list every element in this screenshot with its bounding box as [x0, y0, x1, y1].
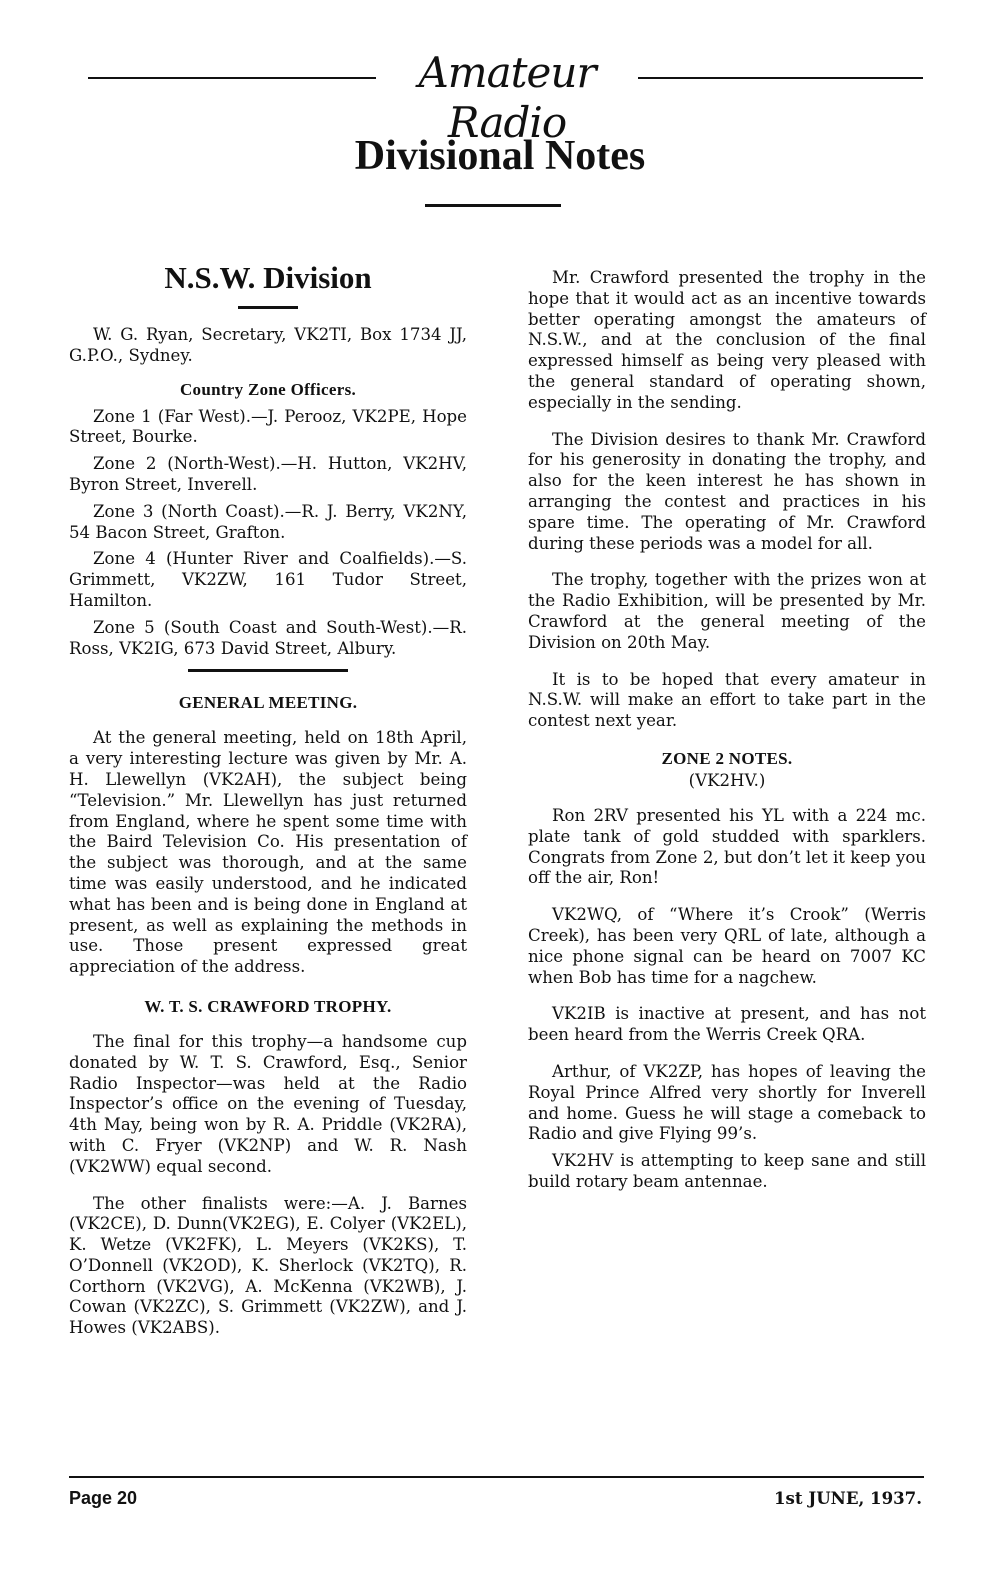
trophy-paragraph: It is to be hoped that every amateur in N.S.W. will make an effort to take part in the contest next year. — [528, 669, 926, 731]
zone2-paragraph: VK2HV is attempting to keep sane and still build rotary beam antennae. — [528, 1151, 926, 1191]
trophy-heading: W. T. S. CRAWFORD TROPHY. — [144, 996, 392, 1016]
zone2-subheading: (VK2HV.) — [688, 770, 766, 790]
zone2-paragraph: Arthur, of VK2ZP, has hopes of leaving the Royal Prince Alfred very shortly for Inverell and home. Guess he will stage a comeback to Radio and give Flying 99’s. — [528, 1061, 926, 1144]
trophy-paragraph: The other finalists were:—A. J. Barnes (VK2CE), D. Dunn(VK2EG), E. Colyer (VK2EL), K. Wetze (VK2FK), L. Meyers (VK2KS), T. O’Donnell (VK2OD), K. Sherlock (VK2TQ), R. Corthorn (VK2VG), A. McKenna (VK2WB), J. Cowan (VK2ZC), S. Grimmett (VK2ZW), and J. Howes (VK2ABS). — [69, 1193, 467, 1338]
zone-entry: Zone 5 (South Coast and South-West).—R. Ross, VK2IG, 673 David Street, Albury. — [69, 617, 467, 658]
issue-date: 1st JUNE, 1937. — [774, 1488, 922, 1508]
zone-officers-divider — [188, 669, 348, 672]
secretary-info: W. G. Ryan, Secretary, VK2TI, Box 1734 JJ, G.P.O., Sydney. — [69, 325, 467, 365]
zone2-paragraph: Ron 2RV presented his YL with a 224 mc. plate tank of gold studded with sparklers. Congrats from Zone 2, but don’t let it keep you off the air, Ron! — [528, 805, 926, 888]
footer-divider — [69, 1476, 924, 1478]
zone-entry: Zone 2 (North-West).—H. Hutton, VK2HV, Byron Street, Inverell. — [69, 454, 467, 494]
trophy-paragraph: Mr. Crawford presented the trophy in the hope that it would act as an incentive towards better operating amongst the amateurs of N.S.W., and at the conclusion of the final expressed himself as being very pleased with the general standard of operating shown, especially in the sending. — [528, 268, 926, 412]
zone-entry: Zone 1 (Far West).—J. Perooz, VK2PE, Hope Street, Bourke. — [69, 406, 467, 447]
magazine-title: Amateur Radio — [418, 48, 596, 147]
general-meeting-text: At the general meeting, held on 18th April, a very interesting lecture was given by Mr. A. H. Llewellyn (VK2AH), the subject being “Television.” Mr. Llewellyn has just returned from England, where he spent some time with the Baird Television Co. His presentation of the subject was thorough, and at the same time was easily understood, and he indicated what has been and is being done in England at present, as well as explaining the methods in use. Those present expressed great appreciation of the address. — [69, 728, 467, 977]
trophy-paragraph: The final for this trophy—a handsome cup donated by W. T. S. Crawford, Esq., Senior Radio Inspector—was held at the Radio Inspector’s office on the evening of Tuesday, 4th May, being won by R. A. Priddle (VK2RA), with C. Fryer (VK2NP) and W. R. Nash (VK2WW) equal second. — [69, 1031, 467, 1176]
masthead-rule-left — [88, 77, 376, 79]
zone-officers-heading: Country Zone Officers. — [179, 379, 357, 399]
general-meeting-heading: GENERAL MEETING. — [178, 693, 358, 713]
masthead-rule-right — [638, 77, 923, 79]
section-divider — [238, 306, 298, 309]
zone2-paragraph: VK2IB is inactive at present, and has not been heard from the Werris Creek QRA. — [528, 1004, 926, 1045]
zone2-paragraph: VK2WQ, of “Where it’s Crook” (Werris Creek), has been very QRL of late, although a nice phone signal can be heard on 7007 KC when Bob has time for a nagchew. — [528, 905, 926, 987]
trophy-paragraph: The Division desires to thank Mr. Crawford for his generosity in donating the trophy, and also for the keen interest he has shown in arranging the contest and practices in his spare time. The operating of Mr. Crawford during these periods was a model for all. — [528, 429, 926, 553]
zone-entry: Zone 3 (North Coast).—R. J. Berry, VK2NY, 54 Bacon Street, Grafton. — [69, 501, 467, 542]
zone2-heading: ZONE 2 NOTES. — [661, 748, 793, 768]
section-title: N.S.W. Division — [164, 260, 372, 295]
right-column — [528, 252, 926, 1193]
left-column — [69, 240, 467, 1339]
page-title: Divisional Notes — [354, 133, 646, 179]
title-divider — [425, 204, 561, 207]
trophy-paragraph: The trophy, together with the prizes won at the Radio Exhibition, will be presented by Mr. Crawford at the general meeting of the Division on 20th May. — [528, 570, 926, 652]
masthead — [88, 48, 923, 147]
page-number: Page 20 — [69, 1488, 138, 1508]
zone-entry: Zone 4 (Hunter River and Coalfields).—S. Grimmett, VK2ZW, 161 Tudor Street, Hamilton. — [69, 549, 467, 610]
